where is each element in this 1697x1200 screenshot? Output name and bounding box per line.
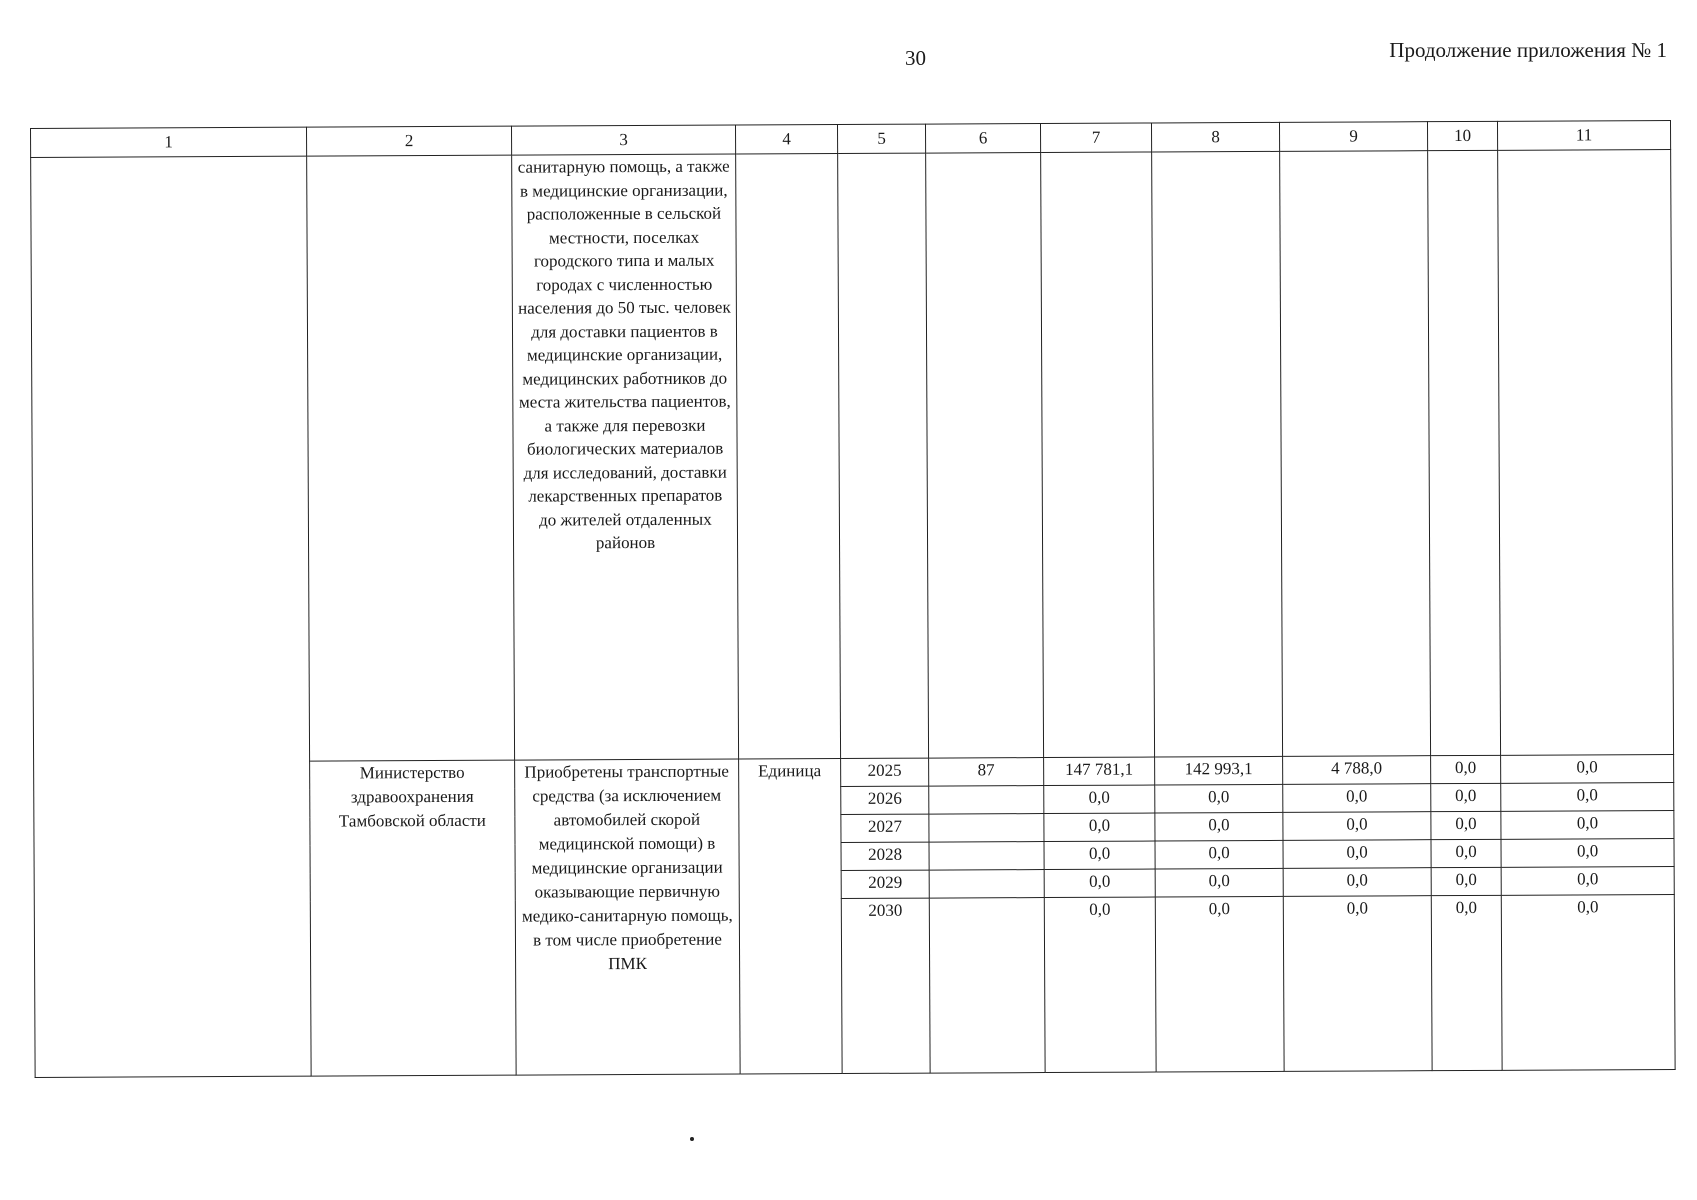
value-cell: 0,0 bbox=[1501, 866, 1674, 895]
value-cell: 0,0 bbox=[1283, 812, 1431, 841]
column-2-cell bbox=[307, 155, 515, 761]
year-cell: 2027 bbox=[841, 814, 929, 842]
column-header: 9 bbox=[1279, 122, 1427, 152]
table-cell bbox=[1041, 152, 1155, 758]
table-cell bbox=[1280, 151, 1431, 757]
value-cell bbox=[929, 898, 1045, 1074]
table-cell bbox=[736, 154, 841, 759]
value-cell: 4 788,0 bbox=[1283, 756, 1431, 785]
program-table bbox=[30, 120, 1676, 1078]
value-cell: 147 781,1 bbox=[1044, 757, 1155, 786]
table-cell bbox=[838, 153, 929, 758]
value-cell: 87 bbox=[929, 758, 1044, 787]
value-cell: 0,0 bbox=[1155, 784, 1283, 813]
continuation-row bbox=[31, 149, 1674, 762]
table-cell bbox=[1428, 150, 1501, 755]
value-cell: 0,0 bbox=[1283, 868, 1431, 897]
value-cell: 0,0 bbox=[1044, 813, 1155, 842]
value-cell: 0,0 bbox=[1501, 782, 1674, 811]
value-cell: 0,0 bbox=[1431, 895, 1502, 1070]
value-cell: 0,0 bbox=[1431, 811, 1501, 839]
value-cell: 0,0 bbox=[1283, 840, 1431, 869]
unit-cell: Единица bbox=[739, 759, 843, 1074]
column-header: 7 bbox=[1040, 123, 1151, 153]
value-cell: 0,0 bbox=[1283, 896, 1432, 1072]
column-1-cell bbox=[31, 156, 311, 1077]
scan-speck bbox=[690, 1137, 694, 1141]
column-header: 5 bbox=[837, 124, 925, 153]
organization-cell: Министерство здравоохранения Тамбовской области bbox=[310, 760, 517, 1076]
year-cell: 2028 bbox=[841, 842, 929, 870]
value-cell: 0,0 bbox=[1155, 840, 1283, 869]
value-cell: 0,0 bbox=[1044, 897, 1156, 1073]
column-header: 6 bbox=[925, 124, 1040, 154]
value-cell: 0,0 bbox=[1501, 838, 1674, 867]
description-cell: Приобретены транспортные средства (за исключением автомобилей скорой медицинской помощи) в медицинские организации оказывающие первичную медико-санитарную помощь, в том числе приобретение ПМК bbox=[515, 759, 741, 1075]
continued-description-cell: санитарную помощь, а также в медицинские организации, расположенные в сельской местности, поселках городского типа и малых городах с численностью населения до 50 тыс. человек для доставки пациентов в медицинские организации, медицинских работников до места жительства пациентов, а также для перевозки биологических материалов для исследований, доставки лекарственных препаратов до жителей отдаленных районов bbox=[512, 154, 739, 760]
column-header: 1 bbox=[31, 127, 307, 157]
column-header: 11 bbox=[1497, 120, 1670, 150]
value-cell bbox=[929, 786, 1044, 815]
table-cell bbox=[1152, 151, 1283, 757]
column-header: 2 bbox=[306, 126, 511, 156]
value-cell: 0,0 bbox=[1044, 869, 1155, 898]
value-cell bbox=[929, 814, 1044, 843]
value-cell: 142 993,1 bbox=[1155, 756, 1283, 785]
year-cell: 2025 bbox=[841, 758, 929, 786]
page-number: 30 bbox=[905, 46, 926, 70]
column-header: 8 bbox=[1151, 122, 1279, 152]
value-cell: 0,0 bbox=[1155, 896, 1284, 1072]
value-cell: 0,0 bbox=[1431, 755, 1501, 783]
value-cell bbox=[929, 842, 1044, 871]
year-cell: 2030 bbox=[841, 898, 930, 1073]
column-header: 10 bbox=[1427, 121, 1497, 150]
value-cell: 0,0 bbox=[1431, 839, 1501, 867]
year-cell: 2029 bbox=[841, 870, 929, 898]
value-cell: 0,0 bbox=[1155, 812, 1283, 841]
value-cell: 0,0 bbox=[1501, 810, 1674, 839]
value-cell: 0,0 bbox=[1044, 841, 1155, 870]
value-cell: 0,0 bbox=[1431, 783, 1501, 811]
appendix-continuation-note: Продолжение приложения № 1 bbox=[1389, 38, 1667, 62]
value-cell: 0,0 bbox=[1283, 784, 1431, 813]
value-cell: 0,0 bbox=[1501, 754, 1674, 783]
column-header: 3 bbox=[511, 125, 735, 155]
value-cell bbox=[929, 870, 1044, 899]
value-cell: 0,0 bbox=[1501, 894, 1675, 1070]
value-cell: 0,0 bbox=[1155, 868, 1283, 897]
table-cell bbox=[926, 153, 1044, 759]
value-cell: 0,0 bbox=[1431, 867, 1501, 895]
table-cell bbox=[1498, 149, 1674, 755]
value-cell: 0,0 bbox=[1044, 785, 1155, 814]
year-cell: 2026 bbox=[841, 786, 929, 814]
column-header: 4 bbox=[735, 125, 837, 154]
